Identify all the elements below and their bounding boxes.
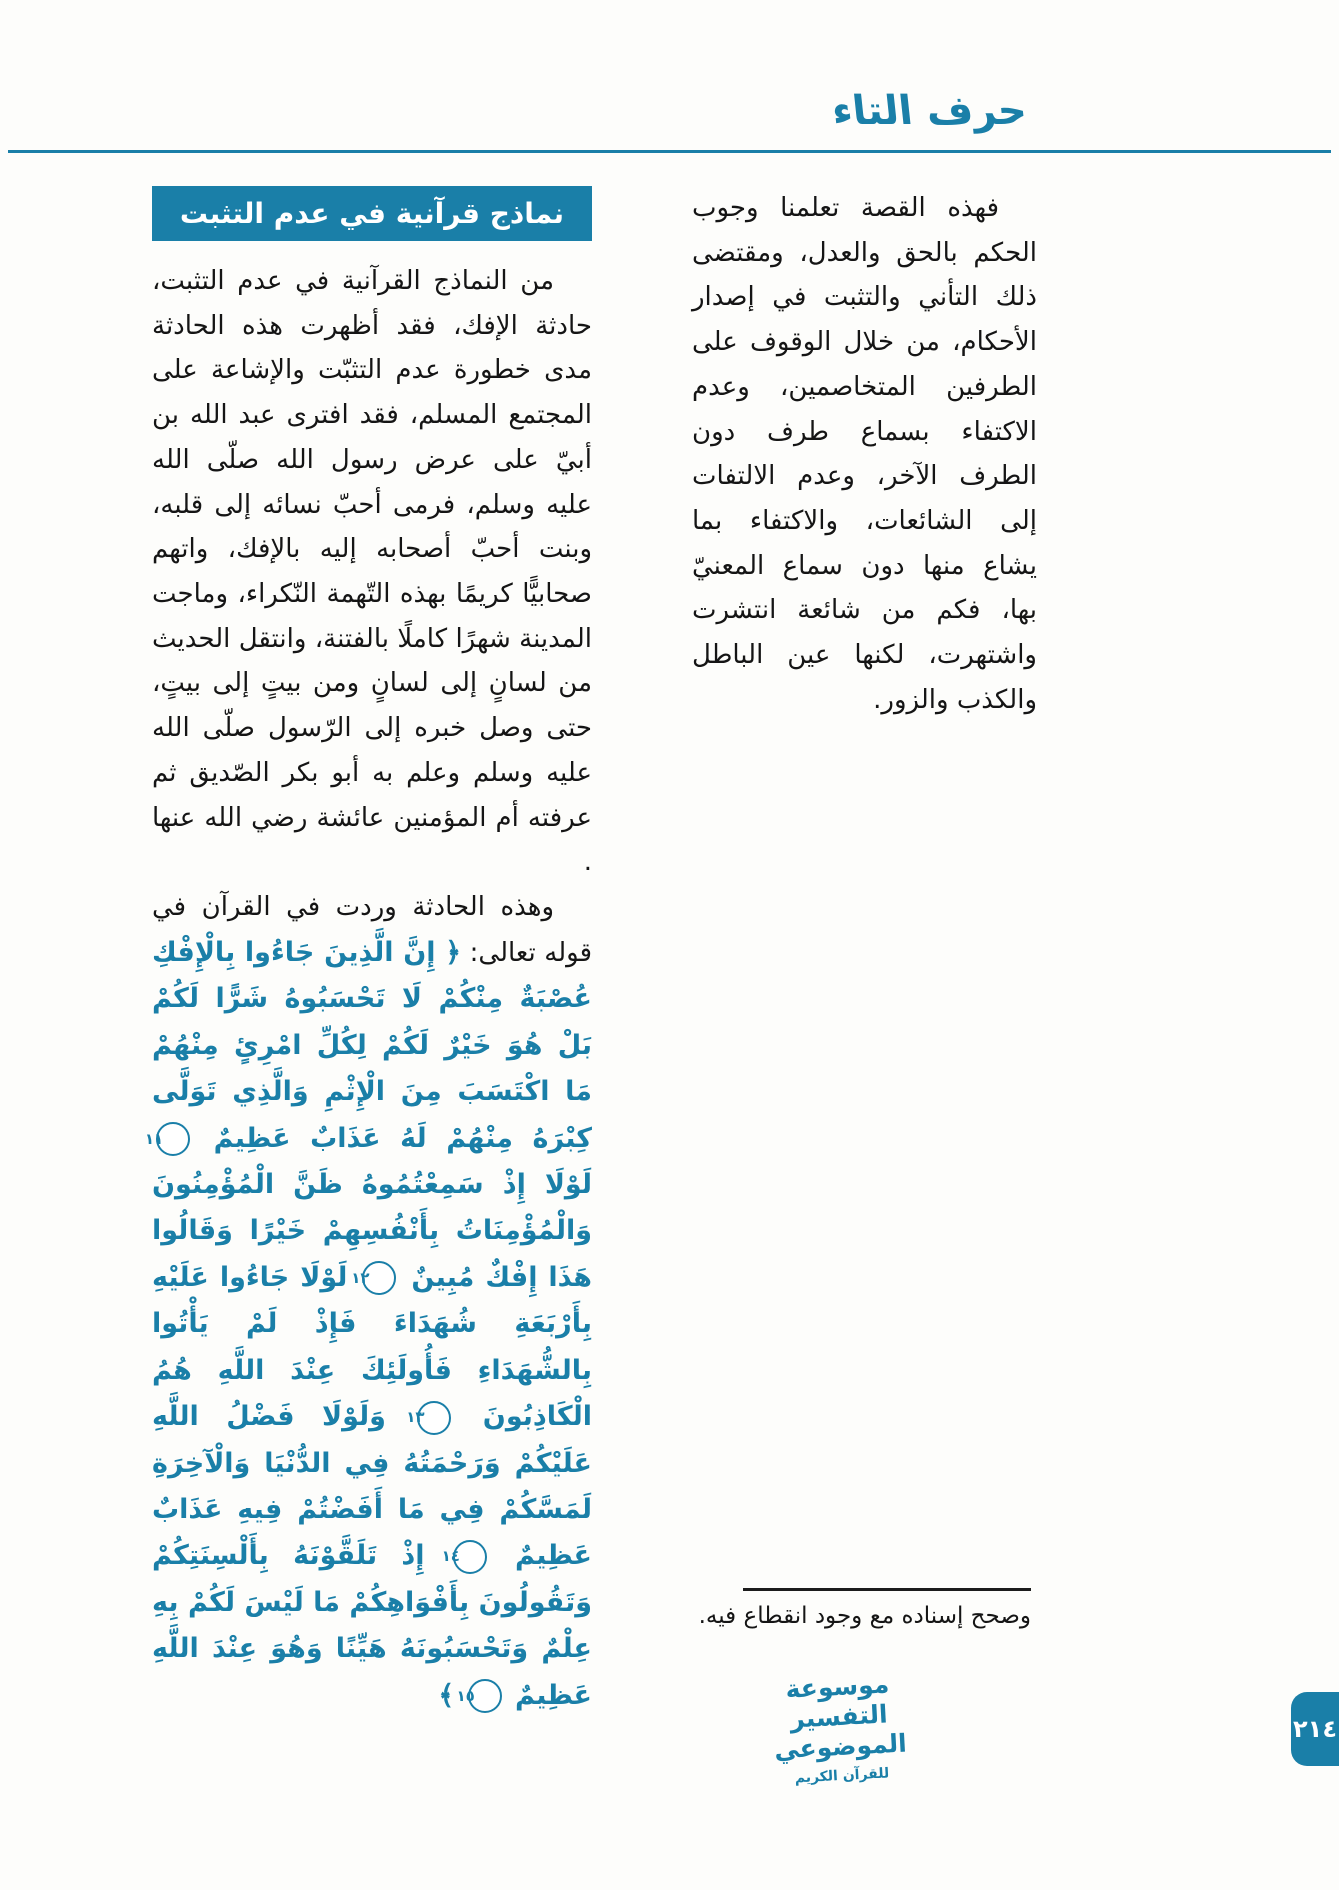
quran-verse: إِنَّ الَّذِينَ جَاءُوا بِالْإِفْكِ عُصْبَةٌ مِنْكُمْ لَا تَحْسَبُوهُ شَرًّا لَكُمْ بَلْ هُوَ خَيْرٌ لَكُمْ لِكُلِّ امْرِئٍ مِنْهُمْ مَا اكْتَسَبَ مِنَ الْإِثْمِ وَالَّذِي تَوَلَّى كِبْرَهُ مِنْهُمْ لَهُ عَذَابٌ عَظِيمٌ — [152, 936, 592, 1154]
quran-verse: إِذْ تَلَقَّوْنَهُ بِأَلْسِنَتِكُمْ وَتَقُولُونَ بِأَفْوَاهِكُمْ مَا لَيْسَ لَكُمْ بِهِ عِلْمٌ وَتَحْسَبُونَهُ هَيِّنًا وَهُوَ عِنْدَ اللَّهِ عَظِيمٌ — [152, 1540, 592, 1711]
quran-paragraph — [144, 885, 592, 1719]
ayah-number-medallion: ١٥ — [468, 1679, 502, 1713]
publisher-seal — [739, 1667, 940, 1789]
footnote — [666, 1588, 1031, 1629]
ayah-number-medallion: ١١ — [156, 1122, 190, 1156]
chapter-title: حرف التاء — [829, 88, 1030, 134]
quran-verse: وَلَوْلَا فَضْلُ اللَّهِ عَلَيْكُمْ وَرَحْمَتُهُ فِي الدُّنْيَا وَالْآخِرَةِ لَمَسَّكُمْ فِي مَا أَفَضْتُمْ فِيهِ عَذَابٌ عَظِيمٌ — [152, 1401, 592, 1572]
continuation-paragraph: فهذه القصة تعلمنا وجوب الحكم بالحق والعدل، ومقتضى ذلك التأني والتثبت في إصدار الأحكام، من خلال الوقوف على الطرفين المتخاصمين، وعدم الاكتفاء بسماع طرف دون الطرف الآخر، وعدم الالتفات إلى الشائعات، والاكتفاء بما يشاع منها دون سماع المعنيّ بها، فكم من شائعة انتشرت واشتهرت، لكنها عين الباطل والكذب والزور. — [692, 193, 1037, 715]
quran-verse: لَوْلَا جَاءُوا عَلَيْهِ بِأَرْبَعَةِ شُهَدَاءَ فَإِذْ لَمْ يَأْتُوا بِالشُّهَدَاءِ فَأُولَئِكَ عِنْدَ اللَّهِ هُمُ الْكَاذِبُونَ — [152, 1261, 592, 1433]
quran-text: ﴿ إِنَّ الَّذِينَ جَاءُوا بِالْإِفْكِ عُصْبَةٌ مِنْكُمْ لَا تَحْسَبُوهُ شَرًّا لَكُمْ بَلْ هُوَ خَيْرٌ لَكُمْ لِكُلِّ امْرِئٍ مِنْهُمْ مَا اكْتَسَبَ مِنَ الْإِثْمِ وَالَّذِي تَوَلَّى كِبْرَهُ مِنْهُمْ لَهُ عَذَابٌ عَظِيمٌ ١١ لَوْلَا إِذْ سَمِعْتُمُوهُ ظَنَّ الْمُؤْمِنُونَ وَالْمُؤْمِنَاتُ بِأَنْفُسِهِمْ خَيْرًا وَقَالُوا هَذَا إِفْكٌ مُبِينٌ ١٢ لَوْلَا جَاءُوا عَلَيْهِ بِأَرْبَعَةِ شُهَدَاءَ فَإِذْ لَمْ يَأْتُوا بِالشُّهَدَاءِ فَأُولَئِكَ عِنْدَ اللَّهِ هُمُ الْكَاذِبُونَ ١٣ وَلَوْلَا فَضْلُ اللَّهِ عَلَيْكُمْ وَرَحْمَتُهُ فِي الدُّنْيَا وَالْآخِرَةِ لَمَسَّكُمْ فِي مَا أَفَضْتُمْ فِيهِ عَذَابٌ عَظِيمٌ ١٤ إِذْ تَلَقَّوْنَهُ بِأَلْسِنَتِكُمْ وَتَقُولُونَ بِأَفْوَاهِكُمْ مَا لَيْسَ لَكُمْ بِهِ عِلْمٌ وَتَحْسَبُونَهُ هَيِّنًا وَهُوَ عِنْدَ اللَّهِ عَظِيمٌ ١٥ ﴾ — [152, 937, 592, 1711]
seal-title: موسوعة التفسير الموضوعي — [773, 1669, 908, 1765]
page-number-tab — [1291, 1692, 1339, 1766]
seal-subtitle: للقرآن الكريم — [794, 1765, 890, 1787]
page-number: ٢١٤ — [1293, 1715, 1337, 1743]
quran-intro: وهذه الحادثة وردت في القرآن في قوله تعالى: — [152, 892, 592, 968]
right-column — [692, 186, 1037, 723]
section-title-box — [152, 186, 592, 241]
ayah-number-medallion: ١٤ — [453, 1540, 487, 1574]
footnote-text: وصحح إسناده مع وجود انقطاع فيه. — [698, 1603, 1031, 1629]
quran-verse: لَوْلَا إِذْ سَمِعْتُمُوهُ ظَنَّ الْمُؤْمِنُونَ وَالْمُؤْمِنَاتُ بِأَنْفُسِهِمْ خَيْرًا وَقَالُوا هَذَا إِفْكٌ مُبِينٌ — [152, 1168, 592, 1293]
ayah-number-medallion: ١٣ — [417, 1401, 451, 1435]
left-column — [144, 186, 592, 1719]
footnote-separator-rule — [743, 1588, 1031, 1591]
header-rule — [8, 150, 1331, 153]
ayah-number-medallion: ١٢ — [362, 1261, 396, 1295]
section-title: نماذج قرآنية في عدم التثبت — [179, 197, 565, 230]
text-columns — [144, 186, 1037, 1719]
body-paragraph: من النماذج القرآنية في عدم التثبت، حادثة الإفك، فقد أظهرت هذه الحادثة مدى خطورة عدم التثبّت والإشاعة على المجتمع المسلم، فقد افترى عبد الله بن أبيّ على عرض رسول الله صلّى الله عليه وسلم، فرمى أحبّ نسائه إلى قلبه، وبنت أحبّ أصحابه إليه بالإفك، واتهم صحابيًّا كريمًا بهذه التّهمة النّكراء، وماجت المدينة شهرًا كاملًا بالفتنة، وانتقل الحديث من لسانٍ إلى لسانٍ ومن بيتٍ إلى بيتٍ، حتى وصل خبره إلى الرّسول صلّى الله عليه وسلم وعلم به أبو بكر الصّديق ثم عرفته أم المؤمنين عائشة رضي الله عنها . — [152, 266, 592, 878]
